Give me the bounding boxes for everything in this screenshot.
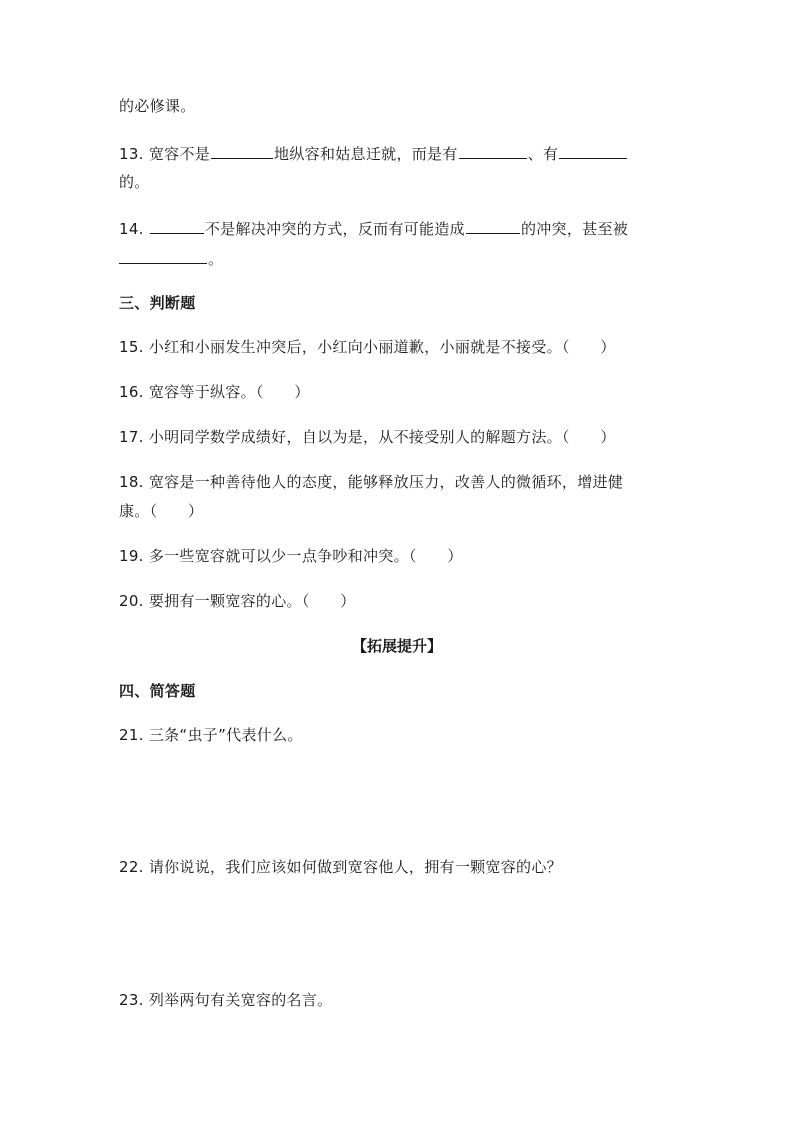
section-title-judgement: 三、判断题	[119, 294, 196, 312]
question-text: 宽容不是	[148, 145, 211, 163]
fill-blank[interactable]	[459, 143, 527, 159]
question-13-cont: 的。	[119, 173, 150, 191]
question-13	[119, 143, 628, 164]
question-number: 13.	[119, 145, 144, 163]
section-title-expand: 【拓展提升】	[351, 637, 442, 655]
fill-blank[interactable]	[211, 143, 273, 159]
question-23: 23. 列举两句有关宽容的名言。	[119, 991, 333, 1009]
question-number: 14.	[119, 220, 144, 238]
question-text: 地纵容和姑息迁就，而是有	[274, 145, 458, 163]
question-20: 20. 要拥有一颗宽容的心。（ ）	[119, 592, 356, 610]
question-15: 15. 小红和小丽发生冲突后，小红向小丽道歉，小丽就是不接受。（ ）	[119, 338, 616, 356]
question-21: 21. 三条“虫子”代表什么。	[119, 726, 303, 744]
section-title-short-answer: 四、简答题	[119, 682, 196, 700]
fill-blank[interactable]	[119, 248, 207, 264]
fill-blank[interactable]	[559, 143, 627, 159]
question-18: 18. 宽容是一种善待他人的态度，能够释放压力，改善人的微循环，增进健	[119, 473, 624, 491]
question-16: 16. 宽容等于纵容。（ ）	[119, 383, 310, 401]
question-19: 19. 多一些宽容就可以少一点争吵和冲突。（ ）	[119, 547, 463, 565]
question-14-cont	[119, 248, 223, 269]
question-18-cont: 康。（ ）	[119, 502, 204, 520]
question-22: 22. 请你说说，我们应该如何做到宽容他人，拥有一颗宽容的心？	[119, 858, 562, 876]
text-line-continuation: 的必修课。	[119, 97, 196, 115]
question-text: 、有	[527, 145, 559, 163]
question-text: 不是解决冲突的方式，反而有可能造成	[204, 220, 465, 238]
question-17: 17. 小明同学数学成绩好，自以为是，从不接受别人的解题方法。（ ）	[119, 428, 616, 446]
question-14	[119, 218, 628, 239]
fill-blank[interactable]	[150, 218, 204, 234]
fill-blank[interactable]	[466, 218, 520, 234]
question-text: 的冲突，甚至被	[520, 220, 629, 238]
question-text: 。	[208, 250, 224, 268]
